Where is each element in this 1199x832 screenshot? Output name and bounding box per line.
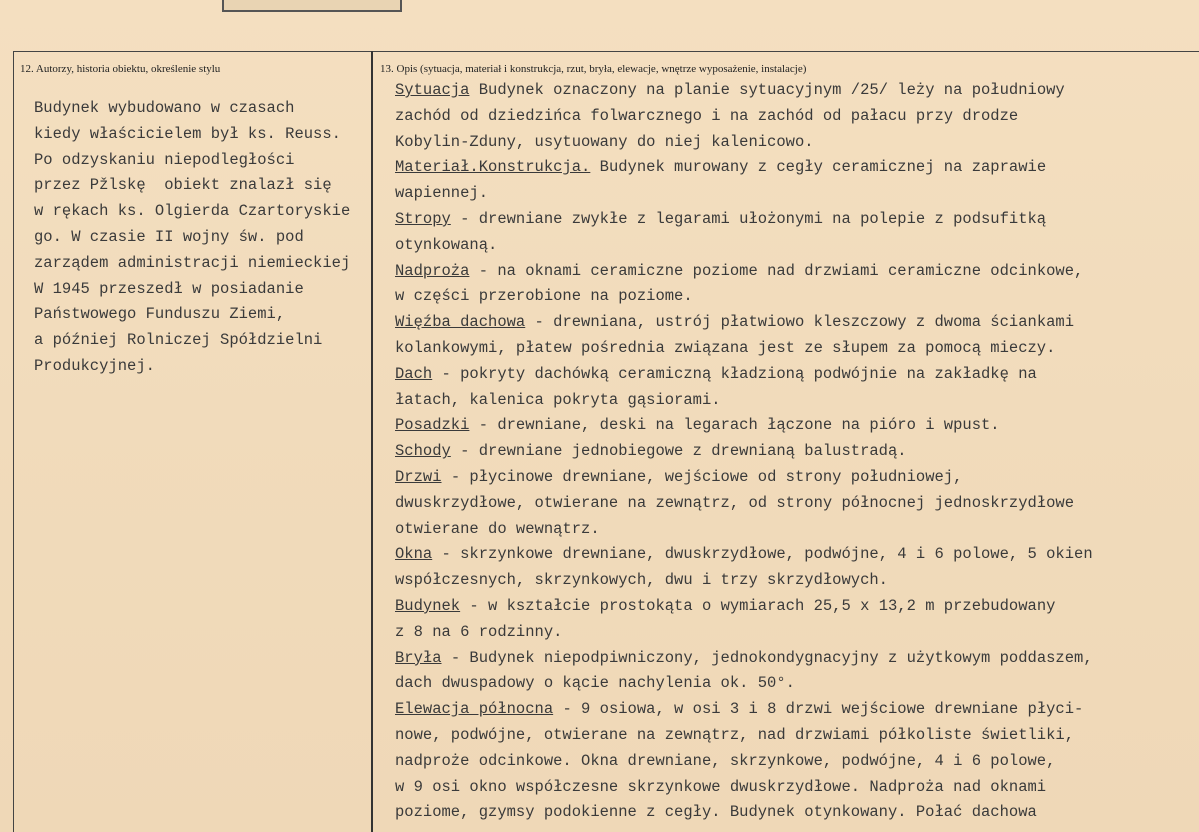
description-term: Dach <box>395 364 433 383</box>
description-line <box>395 413 1195 439</box>
section-13-text <box>395 78 1195 826</box>
top-tab-marker <box>222 0 402 12</box>
description-line <box>395 310 1195 336</box>
description-term: Okna <box>395 545 433 564</box>
history-line: Państwowego Funduszu Ziemi, <box>34 305 286 324</box>
section-13-heading: 13. Opis (sytuacja, materiał i konstrukcja, rzut, bryła, elewacje, wnętrze wyposażenie, instalacje) <box>380 63 807 75</box>
description-text: wapiennej. <box>395 184 489 203</box>
description-line <box>395 697 1195 723</box>
description-text: kolankowymi, płatew pośrednia związana jest ze słupem za pomocą mieczy. <box>395 338 1056 357</box>
description-term: Posadzki <box>395 416 470 435</box>
description-text: Kobylin-Zduny, usytuowany do niej kalenicowo. <box>395 132 814 151</box>
description-text: - skrzynkowe drewniane, dwuskrzydłowe, podwójne, 4 i 6 polowe, 5 okien <box>432 545 1093 564</box>
description-line <box>395 568 1195 594</box>
description-line <box>395 130 1195 156</box>
description-line <box>395 749 1195 775</box>
description-term: Budynek <box>395 596 461 615</box>
history-line: zarządem administracji niemieckiej <box>34 253 351 272</box>
description-line <box>395 78 1195 104</box>
description-line <box>395 671 1195 697</box>
description-text: w części przerobione na poziome. <box>395 287 693 306</box>
description-text: - na oknami ceramiczne poziome nad drzwiami ceramiczne odcinkowe, <box>469 261 1084 280</box>
description-line <box>395 594 1195 620</box>
description-text: - drewniane zwykłe z legarami ułożonymi na polepie z podsufitką <box>450 209 1047 228</box>
description-line <box>395 233 1195 259</box>
form-left-rule <box>13 51 14 832</box>
description-line <box>395 104 1195 130</box>
description-term: Bryła <box>395 648 442 667</box>
description-text: - drewniana, ustrój płatwiowo kleszczowy z dwoma ściankami <box>525 313 1075 332</box>
section-12-heading: 12. Autorzy, historia obiektu, określenie stylu <box>20 63 221 75</box>
description-text: nadproże odcinkowe. Okna drewniane, skrzynkowe, podwójne, 4 i 6 polowe, <box>395 751 1056 770</box>
description-text: - 9 osiowa, w osi 3 i 8 drzwi wejściowe drewniane płyci- <box>553 700 1084 719</box>
description-line <box>395 517 1195 543</box>
form-top-rule <box>14 51 1199 52</box>
history-line: przez Pžlskę obiekt znalazł się <box>34 176 332 195</box>
description-line <box>395 491 1195 517</box>
description-text: otwierane do wewnątrz. <box>395 519 600 538</box>
description-text: Budynek murowany z cegły ceramicznej na zaprawie <box>590 158 1047 177</box>
history-line: Po odzyskaniu niepodległości <box>34 150 295 169</box>
section-12-text <box>34 96 374 380</box>
description-line <box>395 620 1195 646</box>
description-line <box>395 207 1195 233</box>
history-line: go. W czasie II wojny św. pod <box>34 227 304 246</box>
history-line: W 1945 przeszedł w posiadanie <box>34 279 304 298</box>
description-text: w 9 osi okno współczesne skrzynkowe dwuskrzydłowe. Nadproża nad oknami <box>395 777 1047 796</box>
description-text: dach dwuspadowy o kącie nachylenia ok. 50°. <box>395 674 795 693</box>
description-text: - drewniane, deski na legarach łączone na pióro i wpust. <box>469 416 1000 435</box>
description-line <box>395 388 1195 414</box>
history-line: Produkcyjnej. <box>34 356 155 375</box>
description-text: poziome, gzymsy podokienne z cegły. Budynek otynkowany. Połać dachowa <box>395 803 1037 822</box>
description-text: - płycinowe drewniane, wejściowe od strony południowej, <box>441 467 963 486</box>
history-line: w rękach ks. Olgierda Czartoryskie <box>34 202 351 221</box>
description-line <box>395 800 1195 826</box>
description-line <box>395 181 1195 207</box>
description-text: dwuskrzydłowe, otwierane na zewnątrz, od strony północnej jednoskrzydłowe <box>395 493 1075 512</box>
description-line <box>395 336 1195 362</box>
description-line <box>395 723 1195 749</box>
description-text: - drewniane jednobiegowe z drewnianą balustradą. <box>450 442 907 461</box>
description-text: otynkowaną. <box>395 235 498 254</box>
history-line: Budynek wybudowano w czasach <box>34 99 295 117</box>
description-term: Nadproża <box>395 261 470 280</box>
description-line <box>395 259 1195 285</box>
history-line: a później Rolniczej Spółdzielni <box>34 331 323 350</box>
description-text: nowe, podwójne, otwierane na zewnątrz, nad drzwiami półkoliste świetliki, <box>395 725 1075 744</box>
description-term: Elewacja północna <box>395 700 554 719</box>
description-line <box>395 284 1195 310</box>
description-line <box>395 439 1195 465</box>
description-line <box>395 362 1195 388</box>
history-line: kiedy właścicielem był ks. Reuss. <box>34 124 341 143</box>
description-line <box>395 542 1195 568</box>
description-line <box>395 155 1195 181</box>
description-line <box>395 646 1195 672</box>
description-text: z 8 na 6 rodzinny. <box>395 622 563 641</box>
description-text: - w kształcie prostokąta o wymiarach 25,5 x 13,2 m przebudowany <box>460 596 1056 615</box>
description-line <box>395 775 1195 801</box>
description-line <box>395 465 1195 491</box>
description-text: łatach, kalenica pokryta gąsiorami. <box>395 390 721 409</box>
description-text: współczesnych, skrzynkowych, dwu i trzy skrzydłowych. <box>395 571 888 590</box>
description-text: Budynek oznaczony na planie sytuacyjnym /25/ leży na południowy <box>469 81 1065 99</box>
description-term: Materiał.Konstrukcja. <box>395 158 591 177</box>
description-text: zachód od dziedzińca folwarcznego i na zachód od pałacu przy drodze <box>395 106 1019 125</box>
description-term: Więźba dachowa <box>395 313 526 332</box>
description-term: Schody <box>395 442 451 461</box>
description-text: - Budynek niepodpiwniczony, jednokondygnacyjny z użytkowym poddaszem, <box>441 648 1093 667</box>
description-term: Stropy <box>395 209 451 228</box>
description-term: Drzwi <box>395 467 442 486</box>
description-text: - pokryty dachówką ceramiczną kładzioną podwójnie na zakładkę na <box>432 364 1037 383</box>
description-term: Sytuacja <box>395 81 470 99</box>
